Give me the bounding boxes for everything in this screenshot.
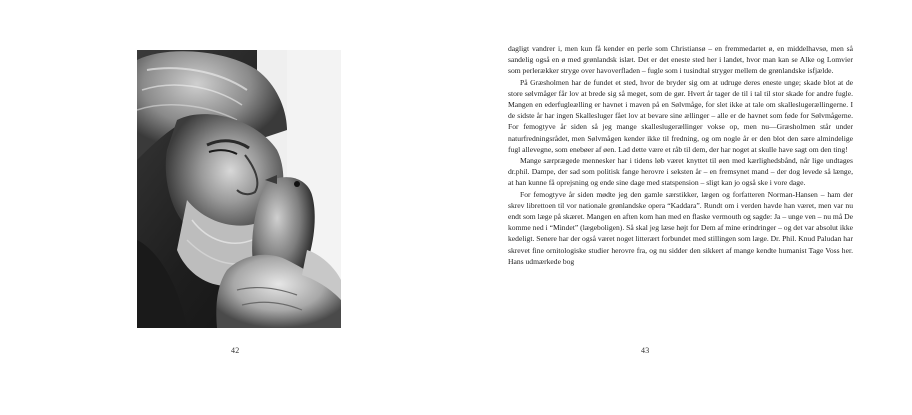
paragraph: dagligt vandrer i, men kun få kender en perle som Christiansø – en fremmedartet ø, en middelhavsø, men så sandelig også en ø med grønlandsk islæt. Det er det eneste sted her i landet, hvor man kan se Alke og Lomvier som perlerækker stryge over havoverfladen – fugle som i tusindtal stryger mellem de grønlandske isfjælde. xyxy=(508,44,853,76)
page-number-left: 42 xyxy=(231,346,240,355)
portrait-photo xyxy=(137,50,341,328)
paragraph: På Græsholmen har de fundet et sted, hvor de bryder sig om at udruge deres eneste unge; skade blot at de store sølvmåger får lov at brede sig så meget, som de gør. Hvert år tager de til i tal til stor skade for andre fugle. Mangen en ederfugleælling er havnet i maven på en Sølvmåge, for slet ikke at tale om skalleslugerællingerne. I de sidste år har ingen Skallesluger fået lov at bevare sine ællinger – alle er de havnet som føde for Sølvmågerne. For femogtyve år siden så jeg mange skalleslugerællinger vokse op, men nu—Græsholmen står under naturfredningsrådet, men Sølvmågen kender ikke til fredning, og om nogle år er den blot den sære almindelige fugl allevegne, som enebøer af øen. Lad dette være et råb til dem, der har noget at skulle have sagt om den ting! xyxy=(508,77,853,154)
portrait-man-with-bird-photo xyxy=(137,50,341,328)
paragraph: Mange særprægede mennesker har i tidens løb været knyttet til øen med kærlighedsbånd, når lige undtages dr.phil. Dampe, der sad som politisk fange herovre i seksten år – en fremsynet mand – der dog levede så længe, at han kunne få oprejsning og ende sine dage med statspension – sligt kan jo også ske i vore dage. xyxy=(508,156,853,188)
body-text xyxy=(508,43,853,267)
right-page xyxy=(456,0,912,415)
page-number-right: 43 xyxy=(641,346,650,355)
paragraph: For femogtyve år siden mødte jeg den gamle særstikker, lægen og forfatteren Norman-Hansen – ham der skrev librettoen til vor nationale grønlandske opera “Kaddara”. Rundt om i verden havde han været, men var nu endt som læge på skæret. Mangen en aften kom han med en flaske vermouth og sagde: Ja – unge ven – nu må De komme ned i “Mindet” (lægeboligen). Så skal jeg læse højt for Dem af mine erindringer – og det var absolut ikke kedeligt. Senere har der også været noget litterært forbundet med stillingen som læge. Dr. Phil. Knud Paludan har skrevet fine ornitologiske studier herovre fra, og nu sidder den sikkert af mange kendte humanist Tage Voss her. Hans udmærkede bog xyxy=(508,189,853,266)
